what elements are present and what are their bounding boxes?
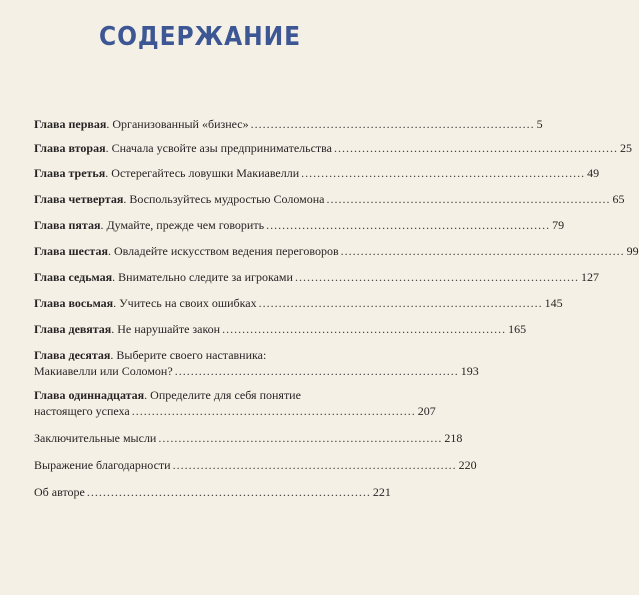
chapter-label: Глава четвертая	[34, 192, 124, 206]
section-title: Выражение благодарности	[34, 458, 171, 472]
leader-dots: .......................................................................	[326, 192, 611, 206]
page-number: 65	[612, 192, 625, 206]
leader-dots: .......................................................................	[172, 458, 457, 472]
leader-dots: .......................................................................	[294, 270, 579, 284]
page-number: 221	[372, 485, 391, 499]
chapter-title: Определите для себя понятие	[150, 388, 301, 402]
section-title: Об авторе	[34, 485, 85, 499]
page-number: 207	[417, 404, 436, 418]
toc-entry-about-author[interactable]	[34, 484, 391, 500]
leader-dots: .......................................................................	[250, 117, 535, 131]
leader-dots: .......................................................................	[86, 485, 371, 499]
leader-dots: .......................................................................	[258, 296, 543, 310]
leader-dots: .......................................................................	[131, 404, 416, 418]
chapter-label: Глава одиннадцатая	[34, 388, 145, 402]
chapter-title: Сначала усвойте азы предпринимательства	[111, 141, 333, 155]
page-number: 145	[544, 296, 563, 310]
chapter-title-continued: настоящего успеха	[34, 404, 130, 418]
chapter-label: Глава первая	[34, 117, 107, 131]
toc-entry-4[interactable]: Глава четвертая. Воспользуйтесь мудростью Соломона ....................................................................... 65	[34, 192, 625, 206]
leader-dots: .......................................................................	[340, 244, 625, 258]
chapter-label: Глава шестая	[34, 244, 108, 258]
toc-entry-10[interactable]: Глава десятая. Выберите своего наставника: Макиавелли или Соломон? ....................................................................... 193	[34, 348, 479, 378]
leader-dots: .......................................................................	[334, 141, 619, 155]
chapter-title: Думайте, прежде чем говорить	[106, 218, 265, 232]
chapter-title: Выберите своего наставника:	[116, 348, 267, 362]
page-number: 165	[508, 322, 527, 336]
toc-entry-acknowledgements[interactable]	[34, 457, 477, 473]
toc-entry-7[interactable]: Глава седьмая. Внимательно следите за игроками ....................................................................... 127	[34, 270, 599, 284]
chapter-label: Глава восьмая	[34, 296, 114, 310]
toc-entry-8[interactable]: Глава восьмая. Учитесь на своих ошибках ....................................................................... 145	[34, 296, 563, 310]
page-number: 218	[444, 431, 463, 445]
toc-entry-final-thoughts[interactable]	[34, 430, 463, 446]
page-number: 5	[536, 117, 543, 131]
leader-dots: .......................................................................	[266, 218, 551, 232]
chapter-title: Внимательно следите за игроками	[118, 270, 293, 284]
leader-dots: .......................................................................	[158, 431, 443, 445]
toc-entry-11[interactable]: Глава одиннадцатая. Определите для себя понятие настоящего успеха ....................................................................... 207	[34, 388, 436, 418]
leader-dots: .......................................................................	[174, 364, 459, 378]
chapter-label: Глава вторая	[34, 141, 106, 155]
page-number: 99	[626, 244, 639, 258]
chapter-title: Учитесь на своих ошибках	[119, 296, 257, 310]
chapter-title: Не нарушайте закон	[117, 322, 221, 336]
chapter-title: Организованный «бизнес»	[112, 117, 249, 131]
chapter-label: Глава девятая	[34, 322, 112, 336]
toc-entry-9[interactable]: Глава девятая. Не нарушайте закон ....................................................................... 165	[34, 322, 527, 336]
page-number: 193	[460, 364, 479, 378]
page-number: 25	[620, 141, 633, 155]
chapter-title: Овладейте искусством ведения переговоров	[113, 244, 339, 258]
page-title: СОДЕРЖАНИЕ	[99, 22, 301, 52]
toc-entry-3[interactable]: Глава третья. Остерегайтесь ловушки Макиавелли ....................................................................... 49	[34, 166, 600, 180]
page-number: 127	[580, 270, 599, 284]
toc-entry-2[interactable]: Глава вторая. Сначала усвойте азы предпринимательства ....................................................................... 25	[34, 141, 633, 155]
section-title: Заключительные мысли	[34, 431, 157, 445]
chapter-label: Глава третья	[34, 166, 106, 180]
chapter-title: Воспользуйтесь мудростью Соломона	[129, 192, 325, 206]
toc-entry-5[interactable]: Глава пятая. Думайте, прежде чем говорить ....................................................................... 79	[34, 218, 565, 232]
page-number: 79	[552, 218, 565, 232]
chapter-title: Остерегайтесь ловушки Макиавелли	[111, 166, 300, 180]
chapter-label: Глава седьмая	[34, 270, 113, 284]
page-number: 220	[458, 458, 477, 472]
toc-entry-6[interactable]: Глава шестая. Овладейте искусством ведения переговоров ....................................................................... 99	[34, 244, 639, 258]
chapter-label: Глава десятая	[34, 348, 111, 362]
chapter-label: Глава пятая	[34, 218, 101, 232]
leader-dots: .......................................................................	[222, 322, 507, 336]
leader-dots: .......................................................................	[301, 166, 586, 180]
page-number: 49	[587, 166, 600, 180]
toc-entry-1[interactable]: Глава первая. Организованный «бизнес» ....................................................................... 5	[34, 117, 543, 131]
chapter-title-continued: Макиавелли или Соломон?	[34, 364, 173, 378]
